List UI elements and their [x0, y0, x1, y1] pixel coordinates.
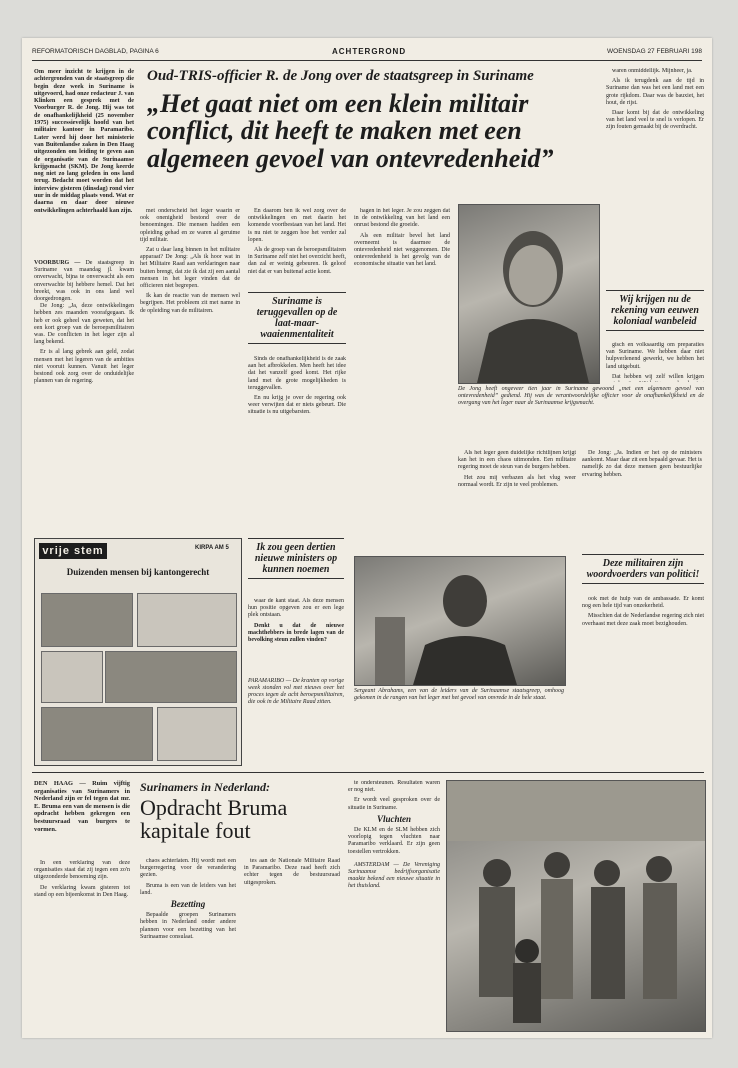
article-col2-p3: Ik kan de reactie van de mensen wel begrijpen. Het probleem zit met name in de opleiding van de militairen.: [140, 293, 240, 314]
group-figures-icon: [447, 781, 705, 1031]
bottom-col2: [140, 858, 236, 1030]
vrije-stem-photo-6: [157, 707, 237, 761]
article-col3-p2: Als de groep van de beroepsmilitairen in Suriname zelf niet het overzicht heeft, dan zal er weinig gebeuren. Ik geloof niet dat er van buitenaf actie komt.: [248, 247, 346, 275]
bottom-col2-p1: chaos achterlaten. Hij wordt met een burgerregering voor de verandering gezien.: [140, 858, 236, 879]
subhead-laat-maar-waaien: Suriname is teruggevallen op de laat-maar-waaienmentaliteit: [248, 292, 346, 344]
bottom-col4: [348, 780, 440, 1030]
masthead-section: ACHTERGROND: [332, 47, 407, 56]
article-col5: [458, 450, 576, 550]
article-col3c-p1: waar de kant staat. Als deze mensen hun positie opgeven zou er een lege plek ontstaan.: [248, 598, 344, 619]
article-col5-p1: Als het leger geen duidelijke richtlijnen krijgt kan het in een chaos uitmonden. Een militaire regering moet de steun van de burgers hebben.: [458, 450, 576, 471]
bottom-caption: AMSTERDAM — De Vereniging Surinaamse bedrijfsorganisatie maakte bekend een nieuwe situatie in het thuisland.: [348, 861, 440, 889]
masthead-date: WOENSDAG 27 FEBRUARI 198: [607, 48, 702, 55]
vrije-stem-photo-5: [41, 707, 153, 761]
vrije-stem-photo-3: [41, 651, 103, 703]
article-col3b-p2: En nu krijg je over de regering ook weer verwijten dat er niets gebeurt. Die situatie is nu uitgebarsten.: [248, 395, 346, 416]
vrije-stem-page: KIRPA AM 5: [195, 545, 229, 551]
bottom-col1-p2: De verklaring kwam gisteren tot stand op een bijeenkomst in Den Haag.: [34, 884, 130, 898]
article-col4-p1: hagen in het leger. Je zou zeggen dat in de ontwikkeling van het land een onrust bestond die groeide.: [354, 208, 450, 229]
vrije-stem-clipping: [34, 538, 242, 766]
bottom-col4-p2: Er wordt veel gesproken over de situatie in Suriname.: [348, 797, 440, 811]
bottom-section-bezetting: Bezetting: [170, 899, 206, 910]
article-col3: [248, 208, 346, 288]
article-col6d-p2: Misschien dat de Nederlandse regering zich niet overhaast met deze zaak moet bezighouden.: [582, 613, 704, 627]
article-col6-p3: Daar komt bij dat de ontwikkeling van het land veel te snel is verlopen. Er zijn fouten gemaakt bij de overdracht.: [606, 110, 704, 131]
masthead-paper-page: REFORMATORISCH DAGBLAD, PAGINA 6: [32, 48, 159, 55]
vrije-stem-logo: vrije stem: [39, 543, 107, 559]
article-col2-p1: met onderscheid het leger waarin er ook onenigheid bestond over de benoemingen. Die mensen hadden een opleiding gehad en ze waren al geruime tijd militair.: [140, 208, 240, 243]
subhead-woordvoerders: Deze militairen zijn woordvoerders van politici!: [582, 554, 704, 584]
bottom-kicker: Surinamers in Nederland:: [140, 780, 271, 794]
bottom-col4-p1: te ondersteunen. Resultaten waren er nog niet.: [348, 780, 440, 794]
vrije-stem-photo-4: [105, 651, 237, 703]
article-col5-p2: Het zou mij verbazen als het vlug weer normaal wordt. Er zijn te veel problemen.: [458, 474, 576, 488]
soldier-figure-icon: [355, 557, 565, 685]
portrait-photo-caption: De Jong heeft ongeveer tien jaar in Suriname gewoond „met een algemeen gevoel van ontevredenheid” gediend. Hij was de verantwoordelijke officier voor de onafhankelijkheid en de overgang van het leger naar de Surinaamse krijgsmacht.: [458, 386, 704, 406]
article-col1-p2: Er is al lang gebrek aan geld, zodat mensen met het legeren van de ambities niet vooruit kunnen. Vanuit het leger bestond ook zorg over de onduidelijke plannen van de regering.: [34, 349, 134, 385]
bottom-section-vluchten: Vluchten: [376, 813, 411, 824]
article-dateline-block: [34, 260, 134, 530]
article-col3c-p2: Denkt u dat de nieuwe machthebbers in brede lagen van de bevolking steun zullen vinden?: [248, 622, 344, 644]
newspaper-page: [22, 38, 712, 1038]
article-col2: [140, 208, 240, 550]
vrije-stem-photo-1: [41, 593, 133, 647]
photo-surinamers-group: [446, 780, 706, 1032]
article-col1-p1: De Jong: „Ja, deze ontwikkelingen hebben zes maanden voorafgegaan. Ik heb er ook geheel van geweten, dat het een kort groep van de beroepsmilitairen was. De conflicten in het leger zijn al lang bekend.: [34, 303, 134, 346]
portrait-figure-icon: [459, 205, 599, 383]
section-divider: [32, 772, 704, 773]
vrije-stem-headline: Duizenden mensen bij kantongerecht: [66, 567, 210, 577]
photo-sergeant-abrahams: [354, 556, 566, 686]
article-kicker: Oud-TRIS-officier R. de Jong over de staatsgreep in Suriname: [147, 68, 534, 84]
bottom-col2b-p1: Bepaalde groepen Surinamers hebben in Nederland onder andere plannen voor een bezetting van het Surinaamse consulaat.: [140, 912, 236, 940]
bottom-col1: [34, 860, 130, 1032]
intro-paragraph: Om meer inzicht te krijgen in de achtergronden van de staatsgreep die begin deze week in Suriname is uitgevoerd, had onze redacteur J. van Klinken een gesprek met de Voorburger R. de Jong. Hij was tot de onafhankelijkheid (25 november 1975) successievelijk hoofd van het militaire kantoor in Paramaribo. Later werd hij door het ministerie van Buitenlandse zaken in Den Haag uitgezonden om leiding te geven aan de organisatie van de Surinaamse krijgsmacht (SKM). De Jong keerde nog niet zo lang geleden in ons land terug. Bedacht moet worden dat het interview gisteren (dinsdag) rond vier uur in de middag plaats vond. Wat er daarna en daar door nieuwe ontwikkelingen achterhaald kan zijn.: [34, 68, 134, 214]
bottom-col2-p2: Bruma is een van de leiders van het land.: [140, 882, 236, 896]
vrije-stem-photo-2: [137, 593, 237, 647]
bottom-col1-p1: In een verklaring van deze organisaties staat dat zij tegen een zo'n uitgezonderde benoeming zijn.: [34, 860, 130, 881]
article-col6: [606, 68, 704, 286]
article-col6d: [582, 596, 704, 766]
photo-sergeant-caption: Sergeant Abrahams, een van de leiders van de Surinaamse staatsgreep, omhoog gekomen in de rangen van het leger met het gevoel van onvrede in de hele staat.: [354, 688, 564, 701]
bottom-headline: Opdracht Bruma kapitale fout: [140, 795, 288, 844]
article-col6-p2: Als ik terugdenk aan de tijd in Suriname dan was het een land met een grote rijkdom. Daar was de bauxiet, het hout, de rijst.: [606, 78, 704, 106]
portrait-photo-de-jong: [458, 204, 600, 384]
article-col6b-p2: Dat hebben wij zelf willen krijgen: [612, 373, 704, 380]
article-col3b-p1: Sinds de onafhankelijkheid is de zaak aan het afbrokkelen. Men heeft het idee dat het vanzelf goed komt. Het rijke land met de grote mogelijkheden is teruggevallen.: [248, 356, 346, 391]
article-col4: [354, 208, 450, 548]
article-col6b: [606, 342, 704, 382]
article-dateline: VOORBURG —: [34, 260, 81, 266]
article-col3c: [248, 598, 344, 674]
article-col6-p1: waren onmiddellijk. Mijnheer, ja.: [612, 68, 693, 74]
article-col3-p1: En daarom ben ik wel zorg over de ontwikkelingen en met daarin het komende voortbestaan van het land. Het is nu niet te zeggen hoe het verder zal lopen.: [248, 208, 346, 243]
subhead-dertien-ministers: Ik zou geen dertien nieuwe ministers op kunnen noemen: [248, 538, 344, 579]
article-col2-p2: Zat u daar lang binnen in het militaire apparaat? De Jong: „Als ik hoor wat in het Militaire Raad aan verklaringen naar buiten brengt, dat zie ik dat zij een aantal mensen in het leger vinden dat de officieren niet begrepen.: [140, 247, 240, 290]
article-headline: „Het gaat niet om een klein militair conflict, dit heeft te maken met een algemeen gevoel van ontevredenheid”: [147, 89, 554, 173]
bottom-lead: DEN HAAG — Ruim vijftig organisaties van Surinamers in Nederland zijn er fel tegen dat mr. E. Bruma een van de mensen is die opdracht hebben gekregen een bestuursraad van burgers te vormen.: [34, 780, 130, 833]
article-col6c-p1: De Jong: „Ja. Indien er het op de ministers aankomt. Maar daar zit een bepaald gevaar. Het is namelijk zo dat deze mensen geen bestuurlijke ervaring hebben.: [582, 450, 702, 478]
article-col5-right: [582, 450, 702, 550]
article-col6b-p1: gisch en volksaardig om preparaties van Suriname. We hebben daar niet hulpverlenend gewerkt, we hebben het land uitgebuit.: [606, 342, 704, 370]
subhead-koloniaal-wanbeleid: Wij krijgen nu de rekening van eeuwen koloniaal wanbeleid: [606, 290, 704, 331]
article-col1-lead: De staatsgreep in Suriname van maandag jl. kwam onverwacht, bijna te onverwacht als een onverwachte bij hebbere hemel. Dat het breekt, was ook in ons land wel doorgedrongen.: [34, 260, 134, 303]
masthead: [32, 46, 702, 61]
article-col6d-p1: ook met de hulp van de ambassade. Er komt nog een hele tijd van onzekerheid.: [582, 596, 704, 610]
article-col3b: [248, 356, 346, 532]
article-col4-p2: Als een militair bevel het land overneemt is daarmee de ontevredenheid niet weggenomen. Die ontevredenheid is het gevolg van de economische situatie van het land.: [354, 232, 450, 268]
vrije-stem-caption: PARAMARIBO — De kranten op vorige week stonden vol met nieuws over het proces tegen de acht beroepsmilitairen, die ook in de Militaire Raad zitten.: [248, 678, 344, 705]
bottom-col4b-p1: De KLM en de SLM hebben zich voorlopig tegen vluchten naar Paramaribo verklaard. Er zijn geen toestellen vertrokken.: [348, 827, 440, 855]
bottom-col3: [244, 858, 340, 1030]
bottom-col3-p1: tes aan de Nationale Militaire Raad in Paramaribo. Deze raad heeft zich echter tegen de bestuursraad uitgesproken.: [244, 858, 340, 886]
